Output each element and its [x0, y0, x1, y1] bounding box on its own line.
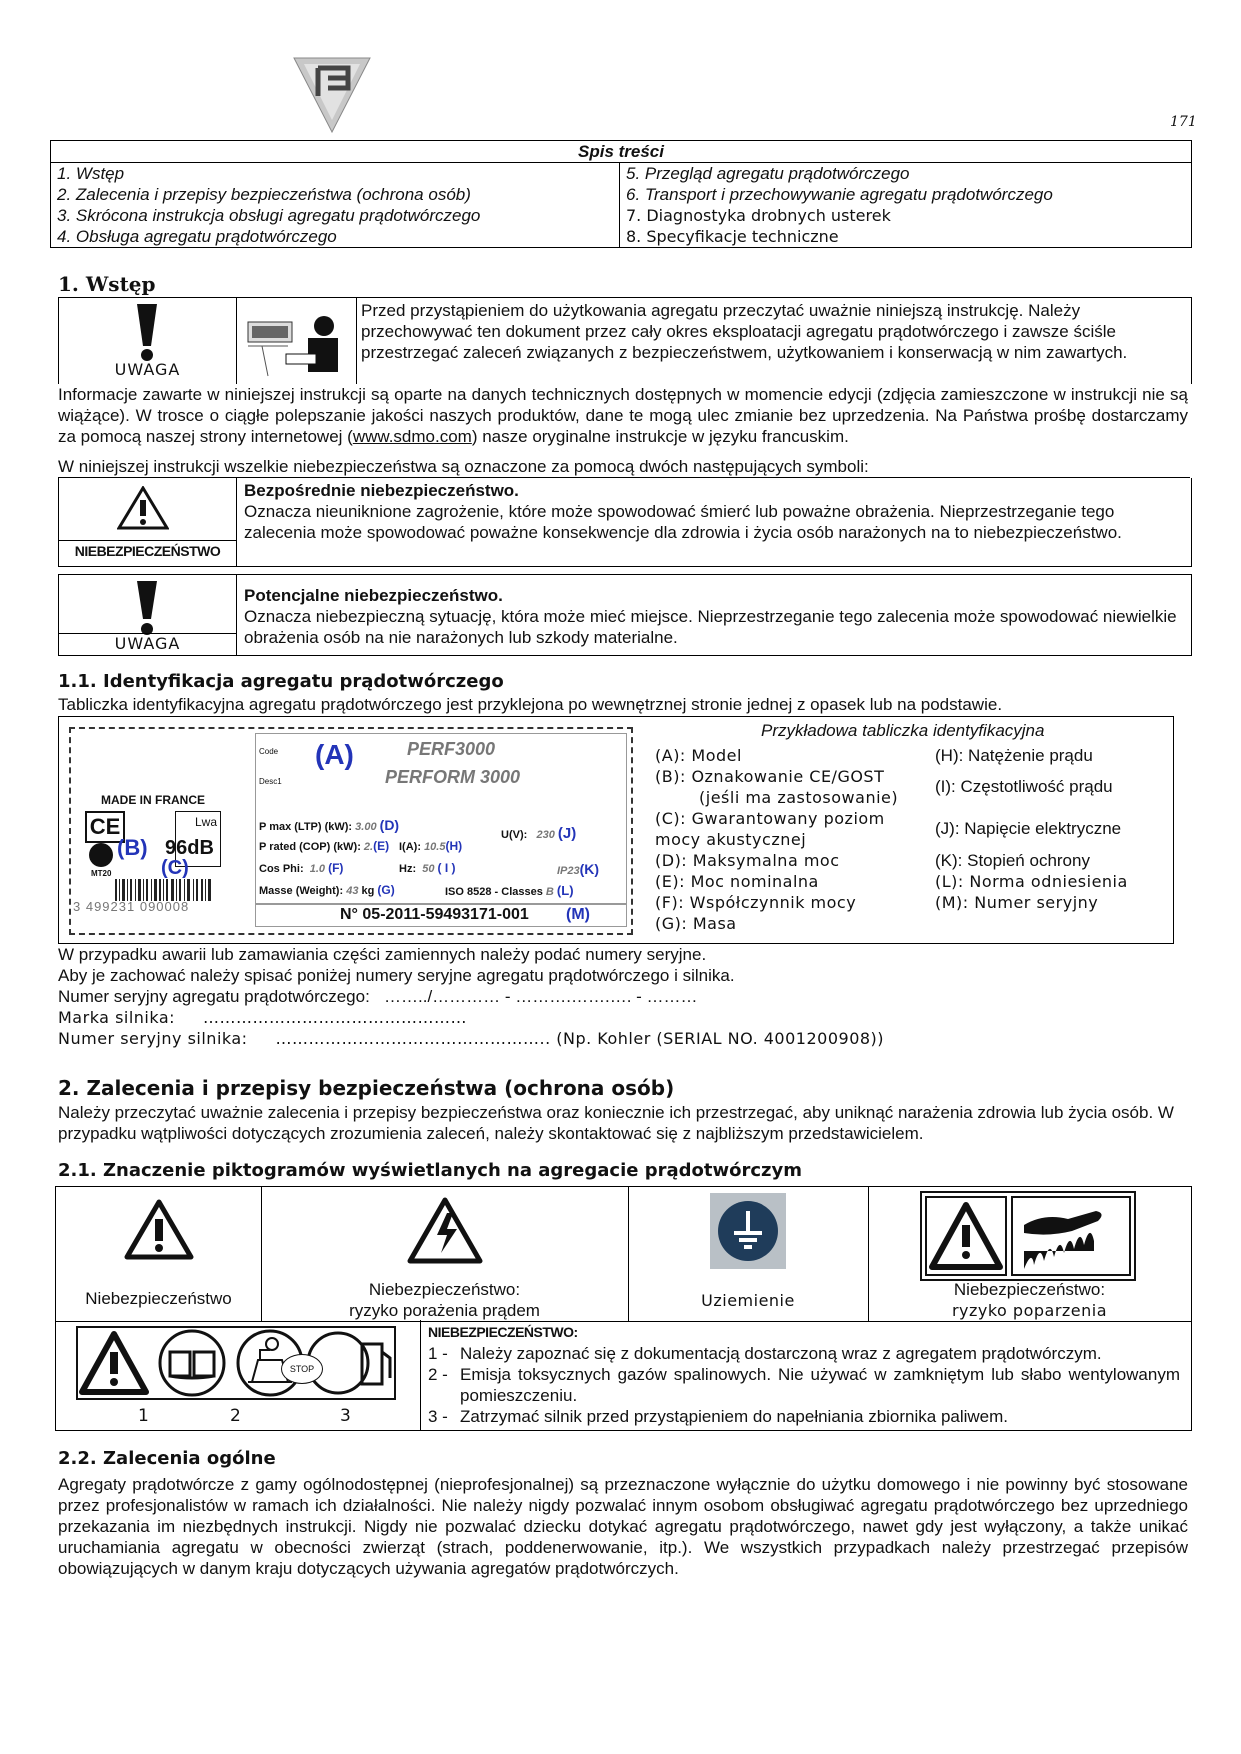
- legend-item: (F): Współczynnik mocy: [655, 893, 857, 912]
- plate-db: 96dB: [165, 837, 214, 859]
- reading-person-cell: [236, 298, 357, 384]
- engine-brand-label: Marka silnika:: [58, 1008, 176, 1027]
- current-value: 10.5: [424, 841, 446, 853]
- plate-lwa: Lwa: [195, 815, 218, 829]
- ground-icon: [710, 1193, 786, 1269]
- pictogram-number: 1: [138, 1406, 150, 1426]
- toc-item[interactable]: 3. Skrócona instrukcja obsługi agregatu prądotwórczego: [57, 206, 481, 225]
- legend-item: (J): Napięcie elektryczne: [935, 819, 1122, 838]
- legend-item: mocy akustycznej: [655, 830, 807, 849]
- combined-pictogram-row: [55, 1320, 1192, 1431]
- ip-row: [557, 861, 599, 877]
- pictogram-table: [55, 1186, 1192, 1322]
- danger-list-title: NIEBEZPIECZEŃSTWO:: [428, 1324, 578, 1340]
- caption-line: Niebezpieczeństwo:: [368, 1280, 521, 1299]
- item-number: 2 -: [428, 1365, 448, 1384]
- brand-logo: [292, 56, 372, 134]
- gost-mark-icon: [89, 843, 113, 867]
- danger-title: Bezpośrednie niebezpieczeństwo.: [244, 481, 519, 500]
- iso-class: B: [545, 886, 554, 898]
- info-text: Informacje zawarte w niniejszej instrukcji są oparte na danych technicznych dostępnych w momencie edycji (zdjęcia zamieszczone w instrukcji nie są wiążące). W trosce o ciągłe polepszanie jakości naszych produktów, dane te mogą ulec zmianie bez uprzedzenia. Na Państwa prośbę dostarczamy za pomocą naszej strony internetowej (: [58, 385, 1188, 446]
- plate-marker-d: (D): [379, 817, 400, 833]
- page-number: 171: [1170, 114, 1197, 130]
- caution-label: UWAGA: [59, 633, 236, 653]
- section-title: 1. Wstęp: [58, 272, 156, 296]
- danger-list-item: [428, 1343, 1180, 1364]
- prated-label: P rated (COP) (kW):: [259, 841, 361, 853]
- item-text: Emisja toksycznych gazów spalinowych. Nie używać w zamkniętym lub słabo wentylowanym pomieszczeniu.: [460, 1365, 1180, 1405]
- hz-row: [399, 861, 456, 875]
- current-label: I(A):: [399, 841, 421, 853]
- plate-intro: Tabliczka identyfikacyjna agregatu prądotwórczego jest przyklejona po wewnętrznej stronie jednej z opasek lub na podstawie.: [58, 695, 1003, 714]
- toc-item[interactable]: 7. Diagnostyka drobnych usterek: [626, 206, 891, 225]
- ce-mark-icon: CE: [85, 811, 125, 843]
- pmax-row: [259, 817, 399, 833]
- danger-label: NIEBEZPIECZEŃSTWO: [59, 540, 236, 559]
- table-of-contents: [50, 140, 1192, 248]
- voltage-label: U(V):: [501, 829, 528, 841]
- burn-hazard-icon: [920, 1191, 1136, 1281]
- caution-text: Oznacza niebezpieczną sytuację, która może mieć miejsce. Nieprzestrzeganie tego zalecenia może spowodować niewielkie obrażenia osób na nie narażonych lub szkody materialne.: [244, 607, 1177, 647]
- danger-list: [428, 1322, 1180, 1427]
- danger-list-item: [428, 1406, 1180, 1427]
- serial-note: W przypadku awarii lub zamawiania części zamiennych należy podać numery seryjne.: [58, 945, 707, 964]
- engine-serial-label: Numer seryjny silnika:: [58, 1029, 248, 1048]
- plate-desc-value: PERFORM 3000: [385, 767, 521, 787]
- warning-label: UWAGA: [114, 360, 181, 379]
- warning-icon-cell: [59, 298, 237, 384]
- pictogram-cell: [868, 1187, 1191, 1321]
- pictogram-caption: [868, 1279, 1191, 1321]
- legend-item: (E): Moc nominalna: [655, 872, 819, 891]
- generator-serial-field[interactable]: ……../………… - ……….…….…. - ………: [384, 987, 698, 1006]
- pictogram-caption: Uziemienie: [701, 1291, 795, 1310]
- website-link[interactable]: www.sdmo.com: [352, 427, 472, 446]
- caution-description: [244, 585, 1184, 648]
- current-row: [399, 839, 462, 853]
- danger-triangle-icon: [117, 486, 169, 530]
- legend-item: (K): Stopień ochrony: [935, 851, 1090, 870]
- toc-item[interactable]: 4. Obsługa agregatu prądotwórczego: [57, 227, 337, 246]
- kg-label: kg: [361, 885, 375, 897]
- legend-item: (C): Gwarantowany poziom: [655, 809, 885, 828]
- pictogram-number: 2: [230, 1406, 242, 1426]
- caution-title: Potencjalne niebezpieczeństwo.: [244, 586, 503, 605]
- warning-text: Przed przystąpieniem do użytkowania agregatu przeczytać uważnie niniejszą instrukcję. Należy przechowywać ten dokument przez cały okres eksploatacji agregatu prądotwórczego i zawsze ściśle przestrzegać zaleceń związanych z bezpieczeństwem, użytkowaniem i konserwacją w nim zawartych.: [361, 301, 1128, 362]
- plate-made-in: MADE IN FRANCE: [101, 793, 205, 807]
- masse-label: Masse (Weight):: [259, 885, 344, 897]
- plate-desc-label: Desc1: [259, 777, 282, 786]
- ip-value: IP23: [557, 865, 580, 877]
- plate-code-label: Code: [259, 747, 279, 756]
- pictogram-caption: Niebezpieczeństwo: [85, 1289, 232, 1308]
- legend-title: Przykładowa tabliczka identyfikacyjna: [761, 721, 1045, 740]
- voltage-value: 230: [536, 829, 555, 841]
- engine-serial-field[interactable]: ………………………………………….. (Np. Kohler (SERIAL NO. 4001200908)): [275, 1029, 885, 1048]
- legend-item: (M): Numer seryjny: [935, 893, 1099, 912]
- plate-marker-b: (B): [117, 835, 148, 860]
- section-title: 2.1. Znaczenie piktogramów wyświetlanych na agregacie prądotwórczym: [58, 1160, 803, 1181]
- prated-row: [259, 839, 389, 853]
- plate-marker-c: (C): [161, 857, 189, 879]
- caption-line: Niebezpieczeństwo:: [953, 1280, 1106, 1299]
- masse-value: 43: [346, 885, 359, 897]
- warning-icon-cell: [59, 575, 237, 655]
- legend-right: [935, 745, 1175, 913]
- caution-notice-box: [58, 297, 1192, 384]
- section-title: 2. Zalecenia i przepisy bezpieczeństwa (ochrona osób): [58, 1076, 675, 1100]
- info-text: ) nasze oryginalne instrukcje w języku francuskim.: [471, 427, 849, 446]
- plate-marker-f: (F): [328, 861, 344, 875]
- voltage-row: [501, 825, 576, 842]
- iso-label: ISO 8528 - Classes: [445, 886, 543, 898]
- engine-brand-field[interactable]: …………………………………………: [203, 1008, 467, 1027]
- serial-strip: [255, 903, 627, 927]
- iso-row: [445, 883, 574, 898]
- masse-row: [259, 883, 395, 897]
- hz-value: 50: [422, 863, 435, 875]
- plate-mt: MT20: [91, 869, 112, 878]
- toc-item[interactable]: 8. Specyfikacje techniczne: [626, 227, 839, 246]
- legend-item: (jeśli ma zastosowanie): [699, 788, 899, 807]
- legend-item: (B): Oznakowanie CE/GOST: [655, 767, 885, 786]
- item-number: 1 -: [428, 1344, 448, 1363]
- toc-item[interactable]: 1. Wstęp: [57, 164, 125, 183]
- legend-item: (I): Częstotliwość prądu: [935, 777, 1113, 796]
- pictogram-cell: [261, 1187, 629, 1321]
- pictogram-cell: [628, 1187, 869, 1321]
- danger-list-item: [428, 1364, 1180, 1406]
- plate-marker-k: (K): [579, 861, 600, 877]
- pictogram-cell: [56, 1187, 262, 1321]
- stop-label: STOP: [281, 1354, 323, 1384]
- barcode-number: 3 499231 090008: [73, 899, 190, 914]
- item-text: Należy zapoznać się z dokumentacją dostarczoną wraz z agregatem prądotwórczym.: [460, 1344, 1102, 1363]
- pmax-label: P max (LTP) (kW):: [259, 821, 353, 833]
- hz-label: Hz:: [399, 863, 417, 875]
- danger-description: [244, 480, 1184, 543]
- danger-triangle-icon: [124, 1199, 194, 1261]
- section-title: 1.1. Identyfikacja agregatu prądotwórczego: [58, 671, 504, 692]
- danger-notice-box: [58, 478, 1192, 567]
- toc-item[interactable]: 5. Przegląd agregatu prądotwórczego: [626, 164, 910, 183]
- pictogram-caption: [261, 1279, 628, 1321]
- cos-row: [259, 861, 343, 875]
- electric-shock-icon: [407, 1197, 483, 1265]
- plate-code-value: PERF3000: [407, 739, 496, 759]
- serial-note: Aby je zachować należy spisać poniżej numery seryjne agregatu prądotwórczego i silnika.: [58, 966, 735, 985]
- section-title: 2.2. Zalecenia ogólne: [58, 1448, 276, 1469]
- danger-icon-cell: [59, 478, 237, 566]
- toc-item[interactable]: 2. Zalecenia i przepisy bezpieczeństwa (ochrona osób): [57, 185, 471, 204]
- legend-left: [655, 745, 905, 934]
- danger-text: Oznacza nieuniknione zagrożenie, które może spowodować śmierć lub poważne obrażenia. Nieprzestrzeganie tego zalecenia może spowodować poważne konsekwencje dla zdrowia i życia osób narażonych na to niebezpieczeństwo.: [244, 502, 1122, 542]
- legend-item: (A): Model: [655, 746, 742, 765]
- plate-marker-j: (J): [557, 825, 577, 842]
- exclamation-icon: [130, 579, 164, 635]
- plate-marker-e: (E): [373, 839, 390, 853]
- prated-value: 2.: [363, 841, 374, 853]
- exclamation-icon: [130, 302, 164, 362]
- plate-marker-g: (G): [377, 883, 395, 897]
- plate-marker-i: ( I ): [437, 861, 456, 875]
- legend-item: (G): Masa: [655, 914, 737, 933]
- combined-warning-icon: [76, 1326, 396, 1400]
- caption-line: ryzyko poparzenia: [951, 1301, 1108, 1320]
- item-number: 3 -: [428, 1407, 448, 1426]
- symbols-intro: W niniejszej instrukcji wszelkie niebezpieczeństwa są oznaczone za pomocą dwóch następujących symboli:: [58, 456, 1190, 478]
- caution-notice-box: [58, 574, 1192, 656]
- info-paragraph: [58, 384, 1188, 447]
- pictogram-number: 3: [340, 1406, 352, 1426]
- section-text: Należy przeczytać uważnie zalecenia i przepisy bezpieczeństwa oraz koniecznie ich przestrzegać, aby uniknąć narażenia zdrowia lub życia osób. W przypadku wątpliwości dotyczących zrozumienia zaleceń, należy skontaktować się z najbliższym przedstawicielem.: [58, 1103, 1174, 1143]
- cos-value: 1.0: [309, 863, 326, 875]
- plate-illustration: [69, 727, 633, 935]
- legend-item: (D): Maksymalna moc: [655, 851, 840, 870]
- identification-plate-box: [58, 716, 1174, 944]
- toc-title: Spis treści: [51, 141, 1192, 163]
- section-text: Agregaty prądotwórcze z gamy ogólnodostępnej (nieprofesjonalnej) są przeznaczone wyłącznie do użytku domowego i nie powinny być stosowane przez profesjonalistów w ramach ich działalności. Nie należy nigdy pozwalać innym osobom obsługiwać agregatu prądotwórczego bez uprzedniego przekazania im niezbędnych instrukcji. Nigdy nie pozwalać dziecku dotykać agregatu prądotwórczego, nawet gdy jest wyłączony, a także unikać uruchamiania agregatu w obecności zwierząt (strach, poddenerwowanie, itp.). We wszystkich przypadkach należy przestrzegać przepisów obowiązujących w danym kraju dotyczących używania agregatów prądotwórczych.: [58, 1475, 1188, 1578]
- combined-pictogram-cell: [56, 1320, 421, 1430]
- legend-item: (H): Natężenie prądu: [935, 746, 1093, 765]
- plate-marker-h: (H): [445, 839, 463, 853]
- pmax-value: 3.00: [355, 821, 377, 833]
- toc-item[interactable]: 6. Transport i przechowywanie agregatu prądotwórczego: [626, 185, 1053, 204]
- serial-instructions: [58, 944, 884, 1049]
- cos-label: Cos Phi:: [259, 863, 304, 875]
- generator-serial-label: Numer seryjny agregatu prądotwórczego:: [58, 987, 370, 1006]
- plate-marker-a: (A): [315, 739, 354, 770]
- reading-manual-icon: [242, 306, 352, 378]
- plate-marker-l: (L): [556, 883, 574, 898]
- item-text: Zatrzymać silnik przed przystąpieniem do napełniania zbiornika paliwem.: [460, 1407, 1009, 1426]
- plate-serial: N° 05-2011-59493171-001: [340, 906, 529, 923]
- legend-item: (L): Norma odniesienia: [935, 872, 1128, 891]
- caption-line: ryzyko porażenia prądem: [349, 1301, 540, 1320]
- plate-marker-m: (M): [566, 906, 590, 923]
